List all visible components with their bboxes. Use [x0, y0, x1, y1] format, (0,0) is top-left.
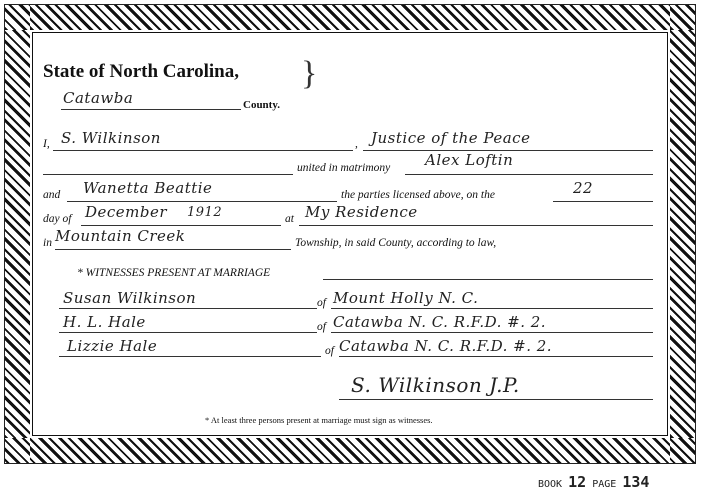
- brace: }: [301, 55, 318, 92]
- witness-residence-3: Catawba N. C. R.F.D. #. 2.: [339, 337, 553, 355]
- parties-label: the parties licensed above, on the: [341, 189, 495, 201]
- residence-line-2: [331, 332, 653, 333]
- page-label: PAGE: [592, 479, 617, 490]
- residence-line-3: [339, 356, 653, 357]
- comma: ,: [355, 138, 358, 150]
- officiant-line: [53, 150, 353, 151]
- at-label: at: [285, 213, 294, 225]
- bride-line: [67, 201, 337, 202]
- witness-line-3: [59, 356, 321, 357]
- witness-line-2: [59, 332, 317, 333]
- day-of-label: day of: [43, 213, 72, 225]
- day-value: 22: [573, 179, 594, 197]
- residence-line-1: [331, 308, 653, 309]
- officiant-prefix: I,: [43, 138, 50, 150]
- witness-line-1: [59, 308, 317, 309]
- witness-name-1: Susan Wilkinson: [63, 289, 197, 307]
- book-page-stamp: [538, 473, 649, 491]
- of-label-1: of: [317, 297, 326, 309]
- witness-heading-line: [323, 279, 653, 280]
- county-suffix: County.: [243, 99, 280, 111]
- witness-name-2: H. L. Hale: [63, 313, 146, 331]
- signature-line: [339, 399, 653, 400]
- township-label: Township, in said County, according to law,: [295, 237, 497, 249]
- footnote: * At least three persons present at marriage must sign as witnesses.: [205, 415, 433, 425]
- groom-line: [405, 174, 653, 175]
- certificate-body: [32, 32, 668, 436]
- day-line: [553, 201, 653, 202]
- county-value: Catawba: [63, 89, 134, 107]
- officiant-title: Justice of the Peace: [371, 129, 531, 147]
- of-label-3: of: [325, 345, 334, 357]
- witness-name-3: Lizzie Hale: [67, 337, 158, 355]
- book-number: 12: [568, 473, 587, 491]
- and-label: and: [43, 189, 61, 201]
- date-line: [81, 225, 281, 226]
- united-label: united in matrimony: [297, 162, 391, 174]
- groom-name: Alex Loftin: [425, 151, 514, 169]
- county-line: [61, 109, 241, 110]
- in-label: in: [43, 237, 52, 249]
- year-value: 1912: [187, 205, 223, 220]
- month-value: December: [85, 203, 168, 221]
- book-label: BOOK: [538, 479, 563, 490]
- state-heading: State of North Carolina,: [43, 61, 239, 82]
- officiant-name: S. Wilkinson: [61, 129, 161, 147]
- witnesses-heading: * WITNESSES PRESENT AT MARRIAGE: [77, 267, 271, 279]
- township-line: [55, 249, 291, 250]
- witness-residence-2: Catawba N. C. R.F.D. #. 2.: [333, 313, 547, 331]
- officiant-signature: S. Wilkinson J.P.: [351, 373, 520, 397]
- bride-name: Wanetta Beattie: [83, 179, 213, 197]
- blank-line: [43, 174, 293, 175]
- of-label-2: of: [317, 321, 326, 333]
- witness-residence-1: Mount Holly N. C.: [333, 289, 479, 307]
- page-number: 134: [622, 473, 650, 491]
- place-line: [299, 225, 653, 226]
- township-value: Mountain Creek: [55, 227, 186, 245]
- place-value: My Residence: [305, 203, 418, 221]
